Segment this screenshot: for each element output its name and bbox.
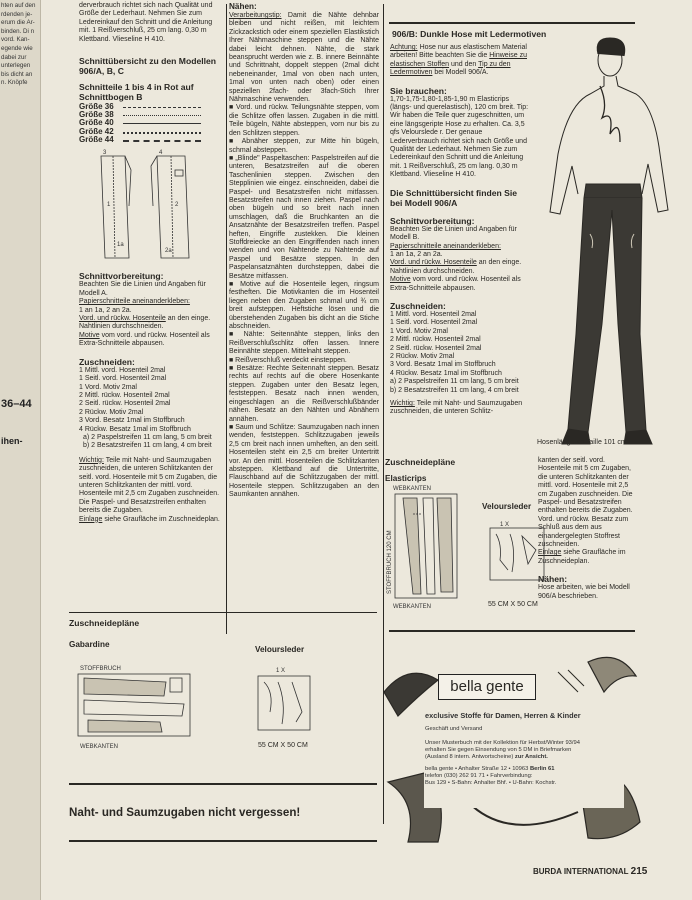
attention-end: bei Modell 906/A.: [434, 69, 489, 77]
size-legend-item: Größe 38: [79, 111, 225, 119]
cutting-heading-b: Zuschneiden:: [390, 300, 446, 311]
prep-sub1-label-b: Papierschnitteile aneinanderkleben:: [390, 242, 501, 250]
column-rule-1: [226, 4, 227, 634]
list-item: 2 Rückw. Motiv 2mal: [390, 352, 455, 360]
prep-sub2-label-b: Vord. und rückw. Hosenteile: [390, 259, 477, 267]
cutting-plan-velour-b: [486, 520, 550, 592]
previous-page-heading: ihen-: [1, 436, 23, 446]
attention-label: Achtung:: [390, 44, 418, 51]
ad-line-1: Unser Musterbuch mit der Kollektion für Herbst/Winter 93/94: [425, 740, 580, 746]
cutting-heading: Zuschneiden:: [79, 356, 135, 367]
sew-text-b: Hose arbeiten, wie bei Modell 906/A beschrieben.: [538, 584, 630, 600]
prep-sub2-label: Vord. und rückw. Hosenteile: [79, 315, 166, 323]
pattern-pieces-diagram: [79, 146, 219, 264]
svg-text:1a: 1a: [117, 242, 124, 249]
column-4: [538, 457, 636, 601]
velour-label-b: Veloursleder: [482, 502, 532, 511]
column-2: [229, 2, 379, 500]
velour-label-a: Veloursleder: [255, 645, 305, 654]
gabardine-label: Gabardine: [69, 640, 110, 649]
list-item: b) 2 Besatzstreifen 11 cm lang, 4 cm breit: [83, 442, 212, 450]
elastic-webkanten-bottom: WEBKANTEN: [393, 604, 432, 610]
velour-size-b: 55 CM X 50 CM: [488, 601, 538, 608]
overview-heading: Schnittübersicht zu den Modellen 906/A, B, C: [79, 56, 217, 77]
cutting-list: [79, 367, 225, 451]
page-footer: [533, 866, 647, 877]
list-item: 2 Mittl. rückw. Hosenteil 2mal: [79, 391, 170, 399]
svg-text:4: 4: [159, 150, 163, 157]
important-text-b: Teile mit Naht- und Saumzugaben zuschneiden, die unteren Schlitz-: [390, 400, 523, 416]
important-label-b: Wichtig:: [390, 400, 415, 407]
gabardine-webkanten: WEBKANTEN: [80, 744, 119, 750]
column-3: [390, 44, 530, 417]
attention-link-1: Hinweise zu elastischen Stoffen: [390, 52, 527, 68]
prep-heading-b: Schnittvorbereitung:: [390, 215, 475, 226]
plans-b-heading: Zuschneidepläne: [385, 457, 456, 467]
list-item: 1 Seitl. vord. Hosenteil 2mal: [79, 375, 167, 383]
requirements-heading: Sie brauchen:: [390, 85, 447, 96]
cutting-plan-velour-a: [252, 662, 316, 738]
important-text: Teile mit Naht- und Saumzugaben zuschneiden, die unteren Schlitzkanten der seitl. vord. Hosenteile mit 5 cm Zugaben, die unteren Schlitzkanten der mittl. vord. Hosenteile mit 2,5 cm Zugaben zuschneiden. Die Paspel- und Besatzstreifen enthalten bereits die Zugaben.: [79, 456, 220, 515]
step-paragraph: ■ Vord. und rückw. Teilungsnähte steppen, vom die Schlitze offen lassen. Zugaben in die mittl. Teile bügeln, Nähte absteppen, vorn nur bis zu den Schlitzen steppen.: [229, 104, 379, 137]
prep-sub1-text-b: 1 an 1a, 2 an 2a.: [390, 250, 443, 258]
velour-size-a: 55 CM X 50 CM: [258, 742, 308, 749]
cutting-list-b: [390, 311, 530, 395]
list-item: 4 Rückw. Besatz 1mal im Stoffbruch: [79, 425, 191, 433]
gabardine-stoffbruch: STOFFBRUCH: [80, 666, 121, 672]
svg-text:2: 2: [175, 202, 179, 209]
layout-text: siehe Graufläche im Zuschneideplan.: [104, 515, 220, 523]
step-paragraph: ■ „Blinde" Paspeltaschen: Paspelstreifen auf die unteren, Besatzstreifen auf die oberen Taschenlinien steppen. Zwischen den Stepplinien wie eingez. einschneiden, dabei die Paspel- und Besatzstreifen nicht mitfassen. Besatzstreifen nach innen ziehen. Paspel nach oben bügeln und so breit nach innen umschlagen, daß die Bruchkanten an die Ansatznähte der Besatzstreifen treffen. Paspel heften, Eingriffe zustekken. Die kleinen Stoffdreiecke an den Eingriffenden nach innen wenden und von Nahtende zu Nahtende auf Paspel und Besätze steppen. In den Paspelansatznähten durchsteppen, dabei die Besätze mitfassen.: [229, 154, 379, 280]
warning-bottom-rule: [69, 840, 377, 842]
list-item: 2 Seitl. rückw. Hosenteil 2mal: [390, 344, 482, 352]
column-1: [79, 2, 225, 524]
model-b-title: 906/B: Dunkle Hose mit Ledermotiven: [392, 29, 547, 39]
svg-text:1: 1: [107, 202, 111, 209]
col4-text: kanten der seitl. vord. Hosenteile mit 5 cm Zugaben, die unteren Schlitzkanten der mittl. vord. Hosenteile mit 2,5 cm Zugaben zuschneiden. Die Paspel- und Besatzstreifen enthalten bereits die Zugaben. Vord. und rückw. Besatz zum Schluß aus dem aus einandergelegten Stoffrest zuschneiden.: [538, 457, 633, 549]
prep-sub3-label-b: Motive: [390, 276, 411, 284]
list-item: 1 Mittl. vord. Hosenteil 2mal: [79, 366, 166, 374]
prep-sub3-label: Motive: [79, 331, 100, 339]
ad-logo: bella gente: [438, 674, 536, 700]
step-paragraph: ■ Nähte: Seitennähte steppen, links den Reißverschlußschlitz offen lassen. Innere Beinnähte steppen. Mittelnaht steppen.: [229, 331, 379, 356]
ad-headline: exclusive Stoffe für Damen, Herren & Kinder: [425, 711, 581, 720]
prep-sub3-text: vom vord. und rückw. Hosenteil als Extra-Schnitteile abpausen.: [79, 331, 210, 348]
overview-note-heading: Die Schnittübersicht finden Sie bei Modell 906/A: [390, 187, 518, 208]
ad-subline: Geschäft und Versand: [425, 726, 483, 732]
list-item: 4 Rückw. Besatz 1mal im Stoffbruch: [390, 369, 502, 377]
list-item: a) 2 Paspelstreifen 11 cm lang, 5 cm breit: [83, 433, 212, 441]
sew-heading-b: Nähen:: [538, 574, 568, 585]
size-legend-item: Größe 36: [79, 103, 225, 111]
list-item: 1 Mittl. vord. Hosenteil 2mal: [390, 310, 477, 318]
warning-top-rule: [69, 783, 377, 785]
attention-text: Hose nur aus elastischem Material arbeiten! Bitte beachten Sie die: [390, 44, 527, 60]
ad-line-3-wrap: [425, 754, 548, 761]
size-legend-item: Größe 44: [79, 136, 225, 144]
sewing-heading: Nähen:: [229, 2, 257, 11]
list-item: 2 Rückw. Motiv 2mal: [79, 408, 144, 416]
list-item: 1 Vord. Motiv 2mal: [390, 327, 448, 335]
tip-text: Damit die Nähte dehnbar bleiben und nicht reißen, mit leichtem Zickzackstich oder einem speziellen Elastikstich Ihrer Nähmaschine steppen und die Nähte dabei leicht dehnen. Nähte, die stark beansprucht werden wie z. B. innere Beinnähte und Schrittnaht, doppelt steppen (2mal dicht nebeneinander, 1mal von oben nach unten, 1mal von unten nach oben) oder einen speziellen 2fach- oder 3fach-Stich Ihrer Nähmaschine verwenden.: [229, 12, 379, 104]
elastic-webkanten-top: WEBKANTEN: [393, 486, 432, 492]
attention-mid: und den: [450, 60, 477, 68]
ad-address-1: bella gente • Anhalter Straße 12 • 10963: [425, 766, 529, 772]
layout-label: Einlage: [79, 515, 103, 523]
ad-line-3: (Ausland 8 intern. Antwortscheine): [425, 754, 514, 760]
step-paragraph: ■ Abnäher steppen, zur Mitte hin bügeln, schmal absteppen.: [229, 138, 379, 154]
ad-address-1-city: Berlin 61: [529, 766, 555, 772]
ad-address-3: Bus 129 • S-Bahn: Anhalter Bhf. • U-Bahn: Kochstr.: [425, 780, 557, 786]
plans-a-heading: Zuschneidepläne: [69, 618, 140, 628]
plans-divider-left: [69, 612, 377, 613]
previous-page-size-range: 36–44: [1, 398, 32, 410]
attention-link-2: Tip zu den Ledermotiven: [390, 60, 511, 77]
fashion-illustration: [528, 34, 678, 454]
elastic-label: Elasticrips: [385, 474, 427, 483]
seam-allowance-warning: Naht- und Saumzugaben nicht vergessen!: [69, 806, 301, 819]
step-paragraph: ■ Motive auf die Hosenteile legen, ringsum festheften. Die Motivkanten die im Hosenteil liegen neben den Zugaben schmal und ¾ cm breit aufsteppen. Heftstiche lösen und die überstehenden Zugaben bis dicht an die Stiche abschneiden.: [229, 281, 379, 331]
page-number: 215: [630, 866, 648, 877]
list-item: 1 Seitl. vord. Hosenteil 2mal: [390, 319, 478, 327]
svg-text:1 X: 1 X: [500, 522, 510, 528]
step-paragraph: ■ Saum und Schlitze: Saumzugaben nach innen wenden, feststeppen. Schlitzzugaben jeweils 2,5 cm breit nach innen umheften, an den seitl. Hosenteilen steht ein 2,5 cm breiter Untertritt vor. An den mittl. Hosenteilen die Schlitzkanten absteppen. Klettband auf die Untertritte, Flauschband auf die Schlitzzugaben der mittl. Hosenteile steppen. Schlitzzugaben an den Saumkanten annähen.: [229, 423, 379, 499]
size-legend-item: Größe 42: [79, 128, 225, 136]
cutting-plan-gabardine: [66, 660, 194, 754]
prep-text: Beachten Sie die Linien und Angaben für Modell A.: [79, 281, 206, 297]
prep-sub3-text-b: vom vord. und rückw. Hosenteil als Extra-Schnitteile abpausen.: [390, 276, 521, 292]
prep-heading: Schnittvorbereitung:: [79, 271, 164, 282]
magazine-name: BURDA INTERNATIONAL: [533, 867, 629, 876]
prep-sub2-text: an den einge. Nahtlinien durchschneiden.: [79, 315, 211, 331]
svg-text:3: 3: [103, 150, 107, 157]
list-item: 2 Seitl. rückw. Hosenteil 2mal: [79, 400, 171, 408]
elastic-stoffbruch: STOFFBRUCH 120 CM: [387, 530, 393, 594]
ad-line-2: erhalten Sie gegen Einsendung von 5 DM in Briefmarken: [425, 747, 572, 753]
svg-text:2a: 2a: [165, 248, 172, 255]
size-legend: [79, 103, 225, 144]
cutting-plan-elastic: [383, 484, 483, 612]
top-rule-right: [389, 22, 635, 24]
layout-label-b: Einlage: [538, 549, 562, 557]
prep-sub1-label: Papierschnitteile aneinanderkleben:: [79, 298, 190, 306]
materials-intro: derverbrauch richtet sich nach Qualität und Größe der Lederhaut. Nehmen Sie zum Ledereinkauf den Schnitt und die Anleitung mit. 1 Reißverschluß, 25 cm lang. 0,30 m Klettband. Vlieseline H 410.: [79, 2, 213, 43]
prep-text-b: Beachten Sie die Linien und Angaben für Modell B.: [390, 225, 517, 242]
ad-line-3-bold: zur Ansicht.: [514, 754, 548, 760]
step-paragraph: ■ Reißverschluß verdeckt einsteppen.: [229, 356, 347, 364]
svg-text:1 X: 1 X: [276, 668, 286, 674]
ad-address-2: telefon (030) 262 91 71 • Fahrverbindung:: [425, 773, 533, 779]
list-item: a) 2 Paspelstreifen 11 cm lang, 5 cm breit: [390, 378, 519, 386]
layout-text-b: siehe Graufläche im Zuschneideplan.: [538, 549, 626, 565]
requirements-text: 1,70-1,75-1,80-1,85-1,90 m Elasticrips (längs- und querelastisch), 120 cm breit. Tip: Wir haben die Teile quer zugeschnitten, um eine längsgeripte Hose zu erhalten. Ca. 3,5 qfs Velourslede r. Der genaue Lederverbrauch richtet sich nach Größe und Qualität der Lederhaut. Nehmen Sie zum Ledereinkauf den Schnitt und die Anleitung mit. 1 Reißverschluß, 25 cm lang. 0,30 m Klettband. Vlieseline H 410.: [390, 95, 529, 179]
pattern-sheet-heading: Schnitteile 1 bis 4 in Rot auf Schnittbogen B: [79, 82, 194, 103]
previous-page-edge: [0, 0, 41, 900]
tip-label: Verarbeitungstip:: [229, 12, 282, 19]
list-item: b) 2 Besatzstreifen 11 cm lang, 4 cm breit: [390, 386, 519, 394]
prep-sub1-text: 1 an 1a, 2 an 2a.: [79, 306, 132, 314]
prep-sub2-text-b: an den einge. Nahtlinien durchschneiden.: [390, 259, 522, 275]
step-paragraph: ■ Besätze: Rechte Seitennaht steppen. Besatz rechts auf rechts auf die obere Hosenkante steppen. Zugaben unter den Besatz legen, feststeppen. Besatz nach innen wenden, eingeschlagen an die Reißverschlußbänder nähen. Besatz an den Nähten und Abnähern annähen.: [229, 365, 379, 423]
hose-length-caption: Hosenlänge ab Taille 101 cm: [537, 439, 627, 446]
list-item: 3 Vord. Besatz 1mal im Stoffbruch: [79, 417, 185, 425]
ad-address-wrap: [425, 766, 554, 773]
plans-divider-right: [389, 630, 635, 632]
size-legend-item: Größe 40: [79, 119, 225, 127]
list-item: 3 Vord. Besatz 1mal im Stoffbruch: [390, 361, 496, 369]
list-item: 2 Mittl. rückw. Hosenteil 2mal: [390, 336, 481, 344]
previous-page-text: hten auf den rdenden je- erum die Ar- binden. Di n vord. Kan- egende wie dabei zur unterlegen bis dicht an n. Knöpfe: [1, 2, 36, 87]
important-label: Wichtig:: [79, 456, 104, 464]
list-item: 1 Vord. Motiv 2mal: [79, 383, 137, 391]
